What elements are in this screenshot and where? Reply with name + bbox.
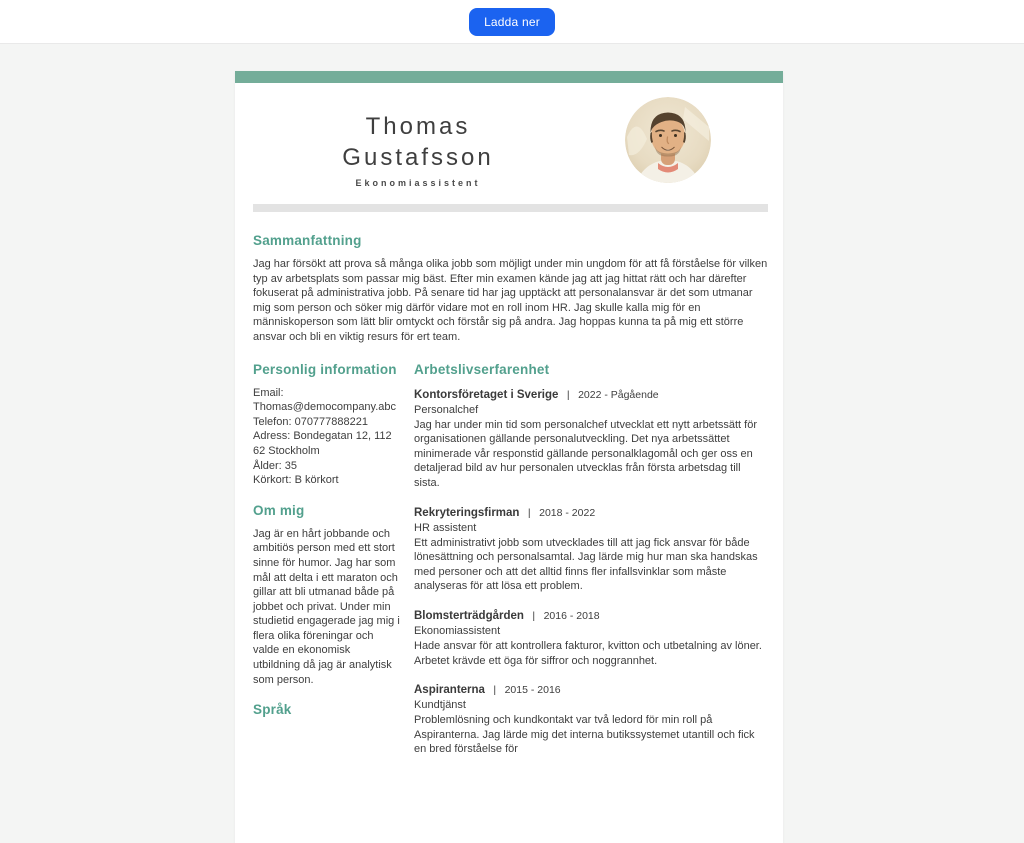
job-description: Ett administrativt jobb som utvecklades till att jag fick ansvar för både lönesättning och personalsamtal. Jag lärde mig hur man ska handskas med personer och att det alltid finns fler infallsvinklar som måste analyseras för att lösa ett problem. [414,536,758,593]
job-company: Kontorsföretaget i Sverige [414,388,559,401]
job-separator: | [527,506,531,519]
info-line-age: Ålder: 35 [253,459,298,472]
candidate-job-title: Ekonomiassistent [355,178,481,188]
cv-accent-bar [235,71,783,83]
language-heading: Språk [253,702,292,718]
left-column [253,362,400,770]
job-period: 2022 - Pågående [578,388,659,401]
topbar [0,0,1024,44]
header-divider [253,204,768,212]
candidate-first-name: Thomas [365,113,471,140]
job-description: Problemlösning och kundkontakt var två ledord för min roll på Aspiranterna. Jag lärde mig det interna butikssystemet utantill och fick en bred förståelse för [414,714,755,756]
job-role: Kundtjänst [414,699,466,712]
job-description: Jag har under min tid som personalchef utvecklat ett nytt arbetssätt för organisationen gällande personalutveckling. Det nya arbetssättet minimerade vår responstid gällande personalklagomål och ger oss en detaljerad bild av hur personalen utvecklas från första arbetsdag till sista. [414,418,758,489]
personal-info-section [253,362,400,488]
right-column [414,362,768,770]
info-line-address: Adress: Bondegatan 12, 112 62 Stockholm [253,430,392,457]
job-company: Rekryteringsfirman [414,506,520,519]
job-role: Personalchef [414,403,479,416]
job-entry [414,386,768,491]
job-period: 2018 - 2022 [539,506,596,519]
job-title-line [414,681,768,698]
language-section [253,702,400,717]
candidate-last-name: Gustafsson [342,144,494,171]
summary-heading: Sammanfattning [253,233,362,248]
job-company: Aspiranterna [414,684,485,697]
info-line-email: Email: Thomas@democompany.abc [253,386,397,414]
profile-photo-illustration [625,97,711,183]
job-title-line [414,386,768,403]
experience-heading: Arbetslivserfarenhet [414,361,550,377]
personal-info-heading: Personlig information [253,361,397,377]
job-period: 2015 - 2016 [504,684,561,697]
about-heading: Om mig [253,502,305,518]
cv-columns [253,362,768,770]
job-separator: | [493,684,497,697]
job-separator: | [566,388,570,401]
summary-section [253,233,768,345]
summary-text: Jag har försökt att prova så många olika jobb som möjligt under min ungdom för att få förståelse för vilken typ av arbetsplats som passar mig bäst. Efter min examen kände jag att jag hittat rätt och har därefter fokuserat på administrativa jobb. På senare tid har jag upptäckt att personalansvar är det som utmanar mig som person och söker mig därför vidare mot en roll inom HR. Jag skulle kalla mig för en människoperson som lätt blir omtyckt och förstår sig på andra. Jag hoppas kunna ta på mig ett större ansvar och bli en viktig resurs för ert team. [253,258,768,343]
job-entry [414,681,768,757]
job-title-line [414,504,768,521]
candidate-name-block [253,97,583,188]
info-line-license: Körkort: B körkort [253,474,339,487]
cv-body [235,83,783,843]
job-role: HR assistent [414,521,477,534]
page-background [0,44,1024,756]
cv-document [235,71,783,843]
job-role: Ekonomiassistent [414,624,501,637]
job-entry [414,504,768,594]
about-section [253,503,400,688]
job-period: 2016 - 2018 [543,609,600,622]
job-entry [414,607,768,668]
cv-header [253,97,768,188]
about-text: Jag är en hårt jobbande och ambitiös person med ett stort sinne för humor. Jag har som mål att delta i ett maraton och gillar att bli utmanad både på jobbet och privat. Under min studietid engagerade jag mig i flera olika föreningar och valde en ekonomisk utbildning då jag är analytisk som person. [253,527,400,686]
profile-photo [625,97,711,183]
job-description: Hade ansvar för att kontrollera fakturor, kvitton och utbetalning av löner. Arbetet krävde ett öga för siffror och noggrannhet. [414,639,762,667]
job-company: Blomsterträdgården [414,609,524,622]
job-separator: | [532,609,536,622]
download-button[interactable]: Ladda ner [469,8,555,36]
job-title-line [414,607,768,624]
info-line-phone: Telefon: 070777888221 [253,415,368,428]
